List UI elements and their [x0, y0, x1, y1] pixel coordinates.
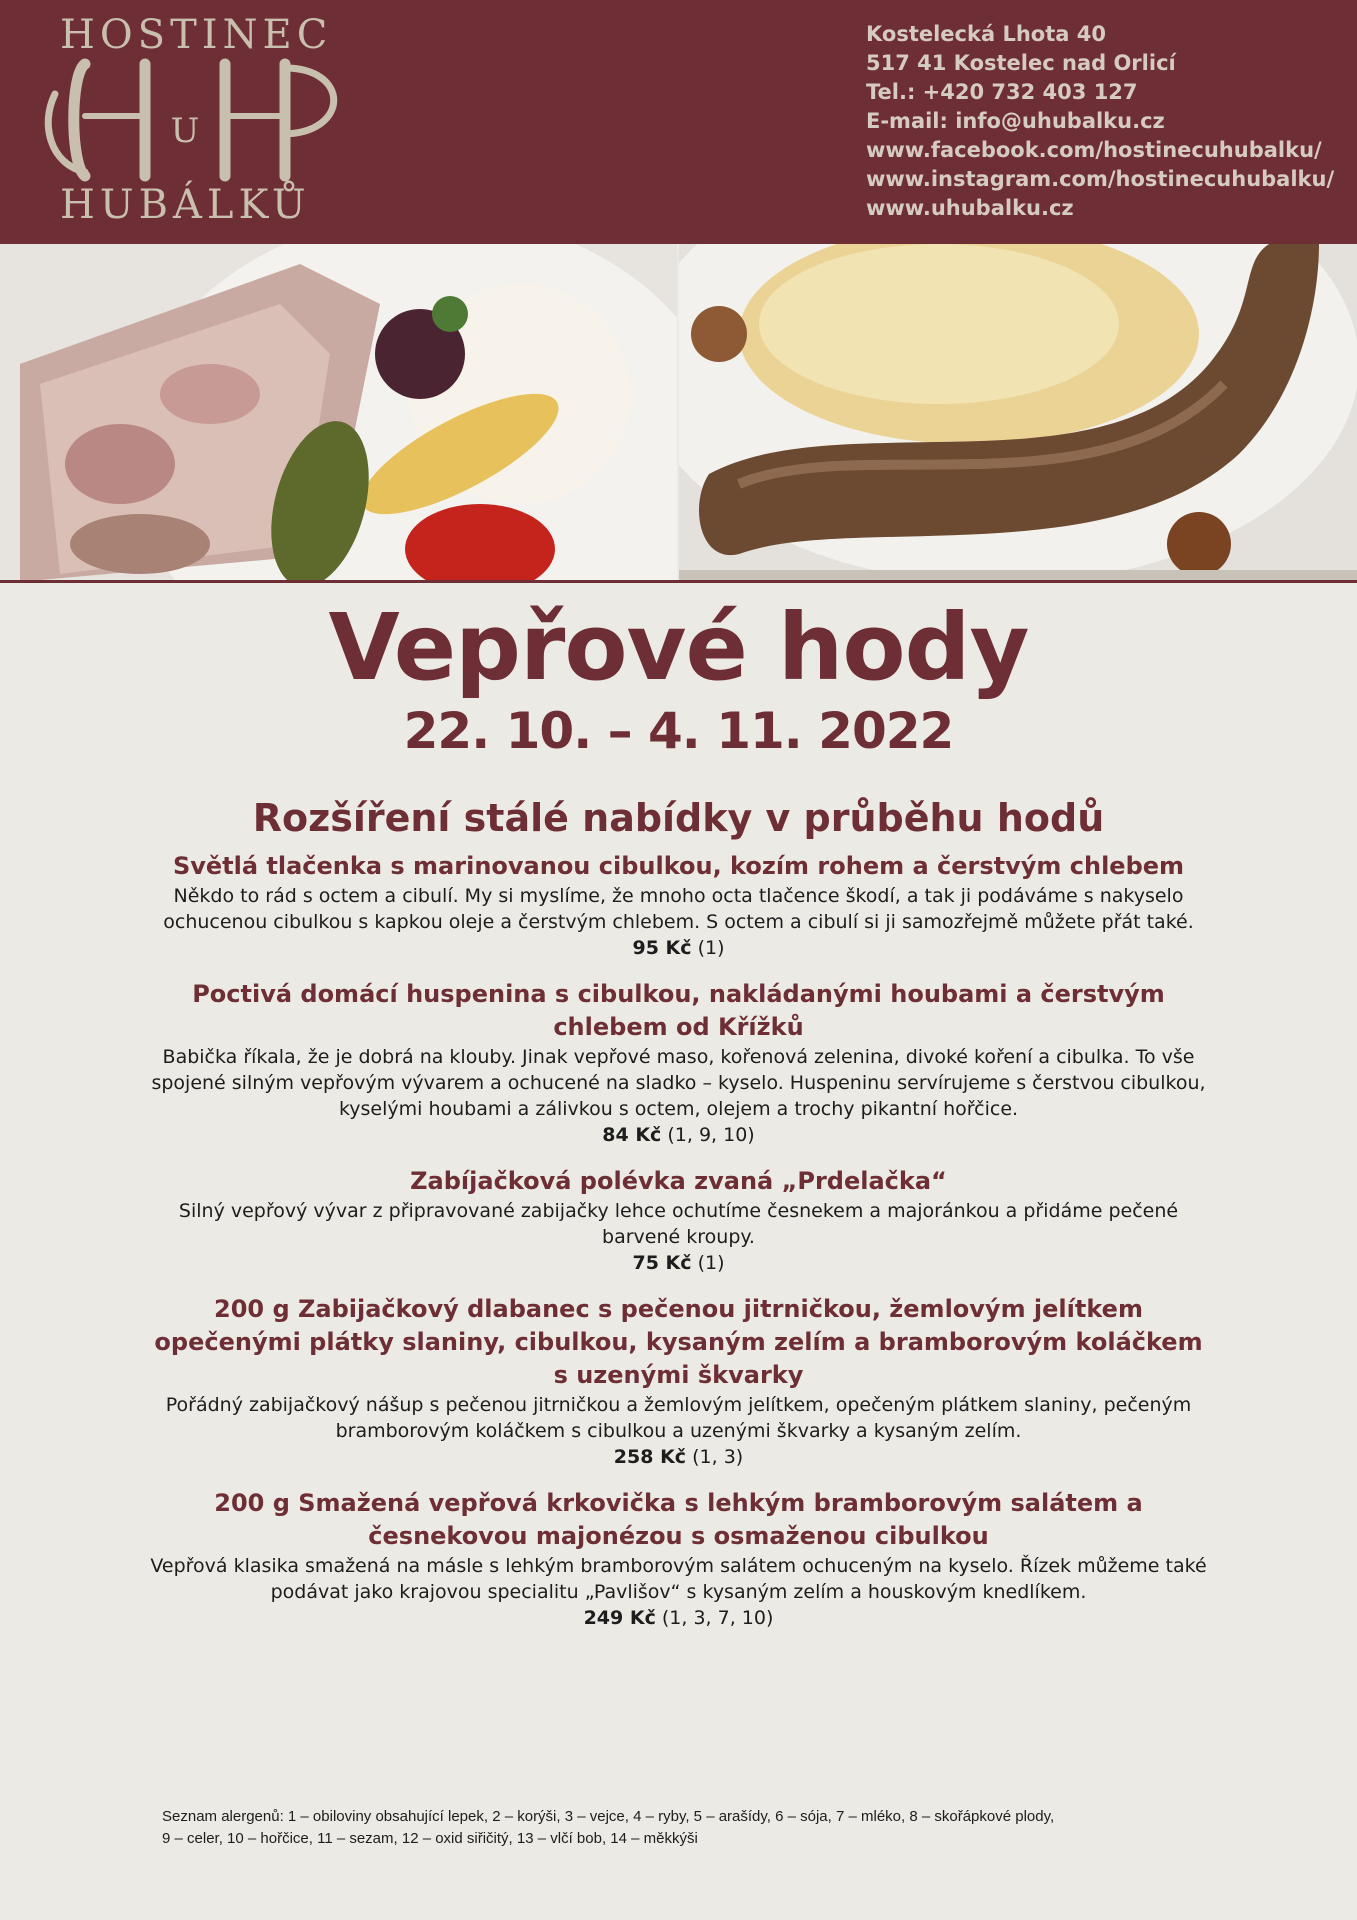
menu-item	[150, 850, 1207, 962]
menu-item-price: 95 Kč	[632, 937, 692, 959]
menu-item	[150, 1165, 1207, 1277]
contact-email[interactable]: E-mail: info@uhubalku.cz	[866, 109, 1165, 133]
event-title: Vepřové hody	[328, 594, 1029, 701]
menu-item-title: 200 g Smažená vepřová krkovička s lehkým bramborovým salátem a česnekovou majonézou s osmaženou cibulkou	[214, 1489, 1143, 1550]
menu-item-description: Vepřová klasika smažená na másle s lehkým bramborovým salátem ochuceným na kyselo. Řízek můžeme také podávat jako krajovou specialitu „Pavlišov“ s kysaným zelím a houskovým knedlíkem.	[150, 1555, 1207, 1603]
menu-item-allergens: (1, 9, 10)	[667, 1124, 755, 1146]
menu-item-price: 249 Kč	[583, 1607, 656, 1629]
logo-bottom-text: HUBÁLKŮ	[60, 182, 311, 228]
menu-item-title: Světlá tlačenka s marinovanou cibulkou, kozím rohem a čerstvým chlebem	[172, 852, 1185, 880]
allergen-legend-line: Seznam alergenů: 1 – obiloviny obsahující lepek, 2 – korýši, 3 – vejce, 4 – ryby, 5 – arašídy, 6 – sója, 7 – mléko, 8 – skořápkové plody,	[162, 1808, 1055, 1825]
allergen-legend-line: 9 – celer, 10 – hořčice, 11 – sezam, 12 – oxid siřičitý, 13 – vlčí bob, 14 – měkkýši	[162, 1830, 698, 1847]
menu-item-description: Pořádný zabijačkový nášup s pečenou jitrničkou a žemlovým jelítkem, opečeným plátkem slaniny, pečeným bramborovým koláčkem s cibulkou a uzenými škvarky a kysaným zelím.	[165, 1394, 1192, 1442]
logo-monogram	[30, 54, 360, 184]
photo-sausage-plate	[679, 244, 1357, 580]
menu-item-title: 200 g Zabijačkový dlabanec s pečenou jitrničkou, žemlovým jelítkem opečenými plátky slaniny, cibulkou, kysaným zelím a bramborovým koláčkem s uzenými škvarky	[154, 1295, 1203, 1389]
contact-website-link[interactable]: www.uhubalku.cz	[866, 196, 1074, 220]
menu-item-price-line	[150, 1250, 1207, 1277]
logo-top-text: HOSTINEC	[60, 12, 333, 58]
restaurant-logo	[30, 12, 370, 232]
food-photos	[0, 244, 1357, 583]
menu-item-allergens: (1, 3, 7, 10)	[661, 1607, 774, 1629]
contact-phone[interactable]: Tel.: +420 732 403 127	[866, 80, 1138, 104]
contact-instagram-link[interactable]: www.instagram.com/hostinecuhubalku/	[866, 167, 1335, 191]
contact-facebook-link[interactable]: www.facebook.com/hostinecuhubalku/	[866, 138, 1322, 162]
menu-item-title: Poctivá domácí huspenina s cibulkou, nakládanými houbami a čerstvým chlebem od Křížků	[192, 980, 1165, 1041]
menu-item-price: 75 Kč	[632, 1252, 692, 1274]
menu-item-title: Zabíjačková polévka zvaná „Prdelačka“	[410, 1167, 947, 1195]
menu-item-price: 258 Kč	[613, 1446, 687, 1468]
menu-item-price-line	[150, 1444, 1207, 1471]
event-date: 22. 10. – 4. 11. 2022	[403, 702, 954, 760]
menu-item-allergens: (1)	[697, 1252, 725, 1274]
menu-item	[150, 1293, 1207, 1471]
menu-items	[150, 850, 1207, 1648]
contact-address: Kostelecká Lhota 40	[866, 22, 1106, 46]
photo-brawn-plate	[0, 244, 677, 580]
allergen-legend	[162, 1806, 1192, 1850]
menu-item	[150, 1487, 1207, 1632]
menu-item-price: 84 Kč	[602, 1124, 662, 1146]
menu-item-price-line	[150, 1122, 1207, 1149]
menu-heading: Rozšíření stálé nabídky v průběhu hodů	[252, 796, 1105, 840]
logo-monogram-u: U	[170, 111, 200, 151]
menu-item-description: Někdo to rád s octem a cibulí. My si myslíme, že mnoho octa tlačence škodí, a tak ji podáváme s nakyselo ochucenou cibulkou s kapkou oleje a čerstvým chlebem. S octem a cibulí si ji samozřejmě můžete přát také.	[163, 885, 1194, 933]
header-banner	[0, 0, 1357, 244]
contact-city: 517 41 Kostelec nad Orlicí	[866, 51, 1176, 75]
contact-info	[866, 20, 1334, 223]
menu-item-allergens: (1, 3)	[692, 1446, 744, 1468]
menu-item	[150, 978, 1207, 1149]
menu-item-allergens: (1)	[697, 937, 725, 959]
menu-item-price-line	[150, 1605, 1207, 1632]
menu-item-price-line	[150, 935, 1207, 962]
menu-item-description: Silný vepřový vývar z připravované zabijačky lehce ochutíme česnekem a majoránkou a přidáme pečené barvené kroupy.	[178, 1200, 1179, 1248]
menu-item-description: Babička říkala, že je dobrá na klouby. Jinak vepřové maso, kořenová zelenina, divoké koření a cibulka. To vše spojené silným vepřovým vývarem a ochucené na sladko – kyselo. Huspeninu servírujeme s čerstvou cibulkou, kyselými houbami a zálivkou s octem, olejem a trochy pikantní hořčice.	[151, 1046, 1206, 1120]
